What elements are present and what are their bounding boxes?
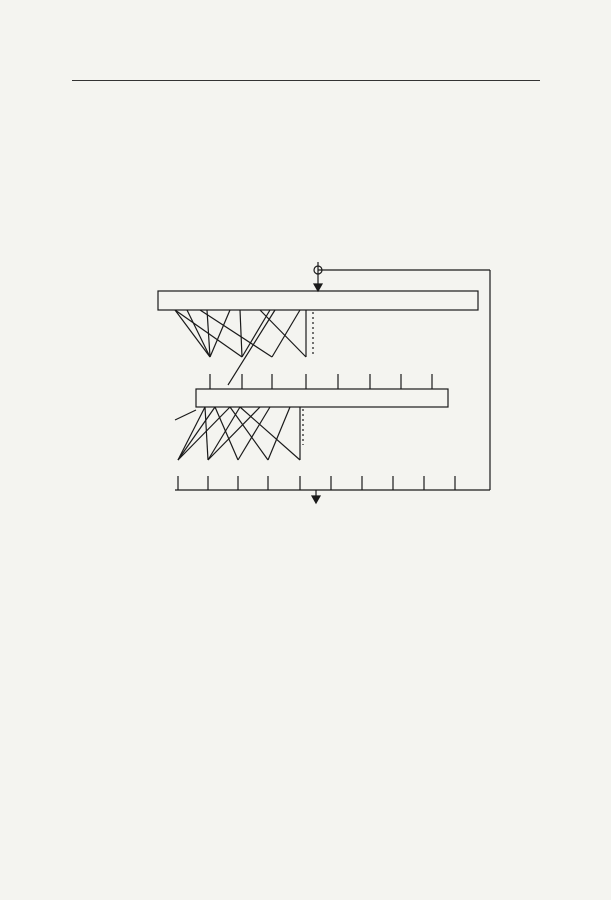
connections-bottom	[178, 476, 455, 490]
equation-line	[74, 748, 540, 786]
output-arrow	[312, 496, 320, 503]
connections-mid	[210, 374, 432, 389]
mid-row-box	[196, 389, 448, 407]
connections-row1	[175, 310, 306, 385]
row2-label-arrow	[175, 410, 196, 420]
top-row-box	[158, 291, 478, 310]
connections-row2	[178, 407, 300, 460]
input-arrow	[314, 284, 322, 291]
